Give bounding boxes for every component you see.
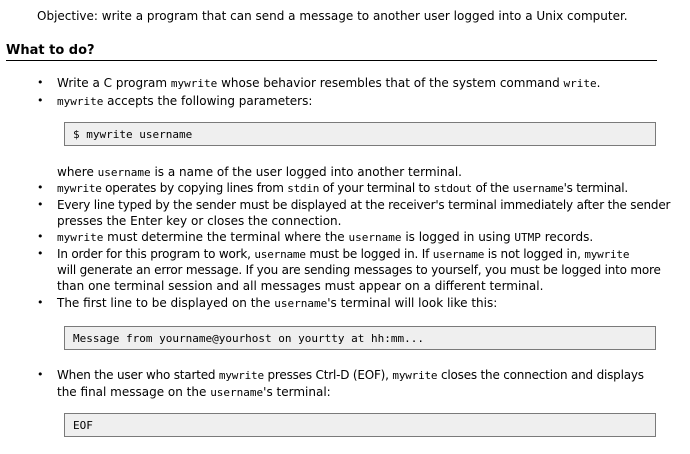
bullet-marker: •	[37, 76, 44, 89]
bullet-2-text: mywrite accepts the following parameters:	[57, 94, 313, 108]
bullet-marker: •	[37, 368, 44, 381]
code-box-message: Message from yourname@yourhost on yourtty at hh:mm...	[64, 326, 656, 350]
bullet-7-text: The first line to be displayed on the username's terminal will look like this:	[57, 296, 498, 310]
bullet-8-line-2: the final message on the username's terminal:	[57, 385, 331, 399]
code-box-usage: $ mywrite username	[64, 122, 656, 146]
where-line: where username is a name of the user logged into another terminal.	[57, 165, 462, 179]
bullet-marker: •	[37, 247, 44, 260]
bullet-4-line-2: presses the Enter key or closes the connection.	[57, 214, 342, 228]
bullet-marker: •	[37, 230, 44, 243]
objective-text: Objective: write a program that can send a message to another user logged into a Unix computer.	[37, 9, 628, 23]
bullet-marker: •	[37, 94, 44, 107]
bullet-8-line-1: When the user who started mywrite presses Ctrl-D (EOF), mywrite closes the connection and displays	[57, 368, 644, 382]
bullet-6-line-1: In order for this program to work, username must be logged in. If username is not logged in, mywrite	[57, 247, 630, 261]
heading-rule	[6, 60, 657, 61]
bullet-marker: •	[37, 296, 44, 309]
bullet-marker: •	[37, 198, 44, 211]
bullet-1-text: Write a C program mywrite whose behavior resembles that of the system command write.	[57, 76, 601, 90]
bullet-5-text: mywrite must determine the terminal where the username is logged in using UTMP records.	[57, 230, 594, 244]
bullet-3-text: mywrite operates by copying lines from stdin of your terminal to stdout of the username's terminal.	[57, 181, 628, 195]
section-heading: What to do?	[6, 43, 95, 58]
code-box-eof: EOF	[64, 413, 656, 437]
bullet-marker: •	[37, 181, 44, 194]
bullet-4-line-1: Every line typed by the sender must be displayed at the receiver's terminal immediately after the sender	[57, 198, 671, 212]
bullet-6-line-2: will generate an error message. If you are sending messages to yourself, you must be logged into more	[57, 263, 661, 277]
bullet-6-line-3: than one terminal session and all messages must appear on a different terminal.	[57, 279, 544, 293]
